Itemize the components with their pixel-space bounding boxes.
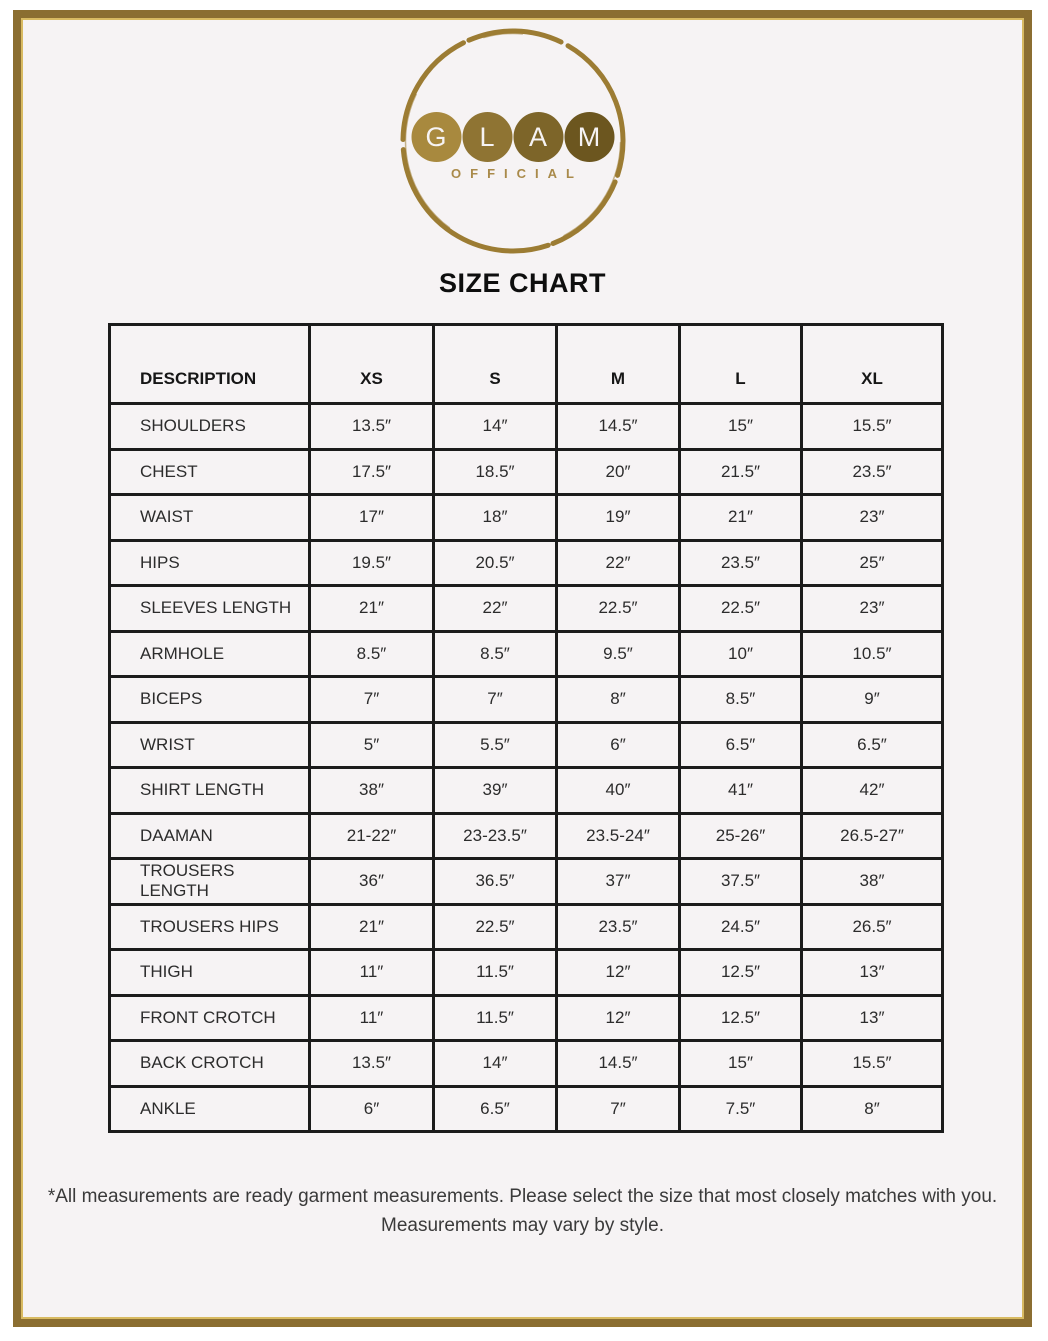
footnote bbox=[21, 1183, 1024, 1240]
size-value: 23.5″ bbox=[802, 449, 943, 495]
size-value: 37″ bbox=[557, 859, 680, 905]
size-value: 20″ bbox=[557, 449, 680, 495]
table-row bbox=[110, 631, 943, 677]
footnote-line-1: *All measurements are ready garment measurements. Please select the size that most closely matches with you. bbox=[47, 1186, 998, 1207]
size-value: 5.5″ bbox=[434, 722, 557, 768]
table-row bbox=[110, 904, 943, 950]
column-header-description: DESCRIPTION bbox=[110, 325, 310, 404]
size-value: 26.5″ bbox=[802, 904, 943, 950]
size-value: 21-22″ bbox=[310, 813, 434, 859]
brand-subtitle: OFFICIAL bbox=[451, 166, 583, 181]
row-label: SLEEVES LENGTH bbox=[110, 586, 310, 632]
size-value: 6.5″ bbox=[680, 722, 802, 768]
size-table bbox=[108, 323, 944, 1133]
size-value: 15″ bbox=[680, 404, 802, 450]
size-value: 12″ bbox=[557, 950, 680, 996]
glam-letter-circles bbox=[411, 112, 614, 162]
size-value: 36.5″ bbox=[434, 859, 557, 905]
table-row bbox=[110, 722, 943, 768]
size-value: 19″ bbox=[557, 495, 680, 541]
column-header-xl: XL bbox=[802, 325, 943, 404]
size-value: 17″ bbox=[310, 495, 434, 541]
table-row bbox=[110, 995, 943, 1041]
row-label: BICEPS bbox=[110, 677, 310, 723]
column-header-l: L bbox=[680, 325, 802, 404]
footnote-line-2: Measurements may vary by style. bbox=[381, 1214, 664, 1236]
row-label: SHOULDERS bbox=[110, 404, 310, 450]
size-value: 13″ bbox=[802, 995, 943, 1041]
glam-letter-circle-m bbox=[564, 112, 614, 162]
size-value: 25″ bbox=[802, 540, 943, 586]
table-row bbox=[110, 540, 943, 586]
size-value: 19.5″ bbox=[310, 540, 434, 586]
size-value: 40″ bbox=[557, 768, 680, 814]
size-value: 9″ bbox=[802, 677, 943, 723]
size-value: 22″ bbox=[434, 586, 557, 632]
size-value: 11″ bbox=[310, 950, 434, 996]
size-value: 22.5″ bbox=[680, 586, 802, 632]
row-label: THIGH bbox=[110, 950, 310, 996]
size-value: 8.5″ bbox=[434, 631, 557, 677]
size-value: 8.5″ bbox=[310, 631, 434, 677]
size-value: 23″ bbox=[802, 495, 943, 541]
glam-letter-circle-g bbox=[411, 112, 461, 162]
size-value: 8″ bbox=[557, 677, 680, 723]
size-value: 13.5″ bbox=[310, 404, 434, 450]
size-value: 6″ bbox=[557, 722, 680, 768]
row-label: DAAMAN bbox=[110, 813, 310, 859]
size-value: 14″ bbox=[434, 404, 557, 450]
size-value: 38″ bbox=[802, 859, 943, 905]
size-value: 7″ bbox=[310, 677, 434, 723]
size-value: 14″ bbox=[434, 1041, 557, 1087]
table-row bbox=[110, 813, 943, 859]
size-value: 23.5″ bbox=[557, 904, 680, 950]
size-value: 23″ bbox=[802, 586, 943, 632]
size-value: 23.5-24″ bbox=[557, 813, 680, 859]
size-value: 41″ bbox=[680, 768, 802, 814]
size-value: 10.5″ bbox=[802, 631, 943, 677]
size-value: 10″ bbox=[680, 631, 802, 677]
size-value: 11.5″ bbox=[434, 950, 557, 996]
table-row bbox=[110, 677, 943, 723]
size-value: 6″ bbox=[310, 1086, 434, 1132]
size-value: 20.5″ bbox=[434, 540, 557, 586]
page-frame bbox=[13, 10, 1032, 1327]
row-label: ARMHOLE bbox=[110, 631, 310, 677]
glam-letter-l: L bbox=[479, 121, 495, 152]
size-value: 38″ bbox=[310, 768, 434, 814]
table-row bbox=[110, 859, 943, 905]
table-row bbox=[110, 404, 943, 450]
size-value: 18″ bbox=[434, 495, 557, 541]
column-header-s: S bbox=[434, 325, 557, 404]
table-row bbox=[110, 950, 943, 996]
table-header-row bbox=[110, 325, 943, 404]
size-value: 6.5″ bbox=[802, 722, 943, 768]
row-label: WRIST bbox=[110, 722, 310, 768]
brand-logo bbox=[399, 27, 627, 255]
size-value: 7″ bbox=[557, 1086, 680, 1132]
table-row bbox=[110, 449, 943, 495]
size-value: 21″ bbox=[680, 495, 802, 541]
row-label: SHIRT LENGTH bbox=[110, 768, 310, 814]
size-value: 25-26″ bbox=[680, 813, 802, 859]
size-value: 12.5″ bbox=[680, 995, 802, 1041]
page-title: SIZE CHART bbox=[439, 268, 606, 298]
size-value: 37.5″ bbox=[680, 859, 802, 905]
row-label: BACK CROTCH bbox=[110, 1041, 310, 1087]
size-value: 39″ bbox=[434, 768, 557, 814]
table-row bbox=[110, 586, 943, 632]
table-row bbox=[110, 495, 943, 541]
size-value: 22.5″ bbox=[557, 586, 680, 632]
row-label: CHEST bbox=[110, 449, 310, 495]
column-header-m: M bbox=[557, 325, 680, 404]
row-label: HIPS bbox=[110, 540, 310, 586]
size-value: 7.5″ bbox=[680, 1086, 802, 1132]
glam-letter-m: M bbox=[577, 121, 601, 152]
size-value: 24.5″ bbox=[680, 904, 802, 950]
table-row bbox=[110, 768, 943, 814]
size-value: 18.5″ bbox=[434, 449, 557, 495]
size-value: 13.5″ bbox=[310, 1041, 434, 1087]
size-value: 11.5″ bbox=[434, 995, 557, 1041]
glam-letter-a: A bbox=[528, 121, 547, 152]
size-value: 23.5″ bbox=[680, 540, 802, 586]
size-value: 13″ bbox=[802, 950, 943, 996]
size-value: 15.5″ bbox=[802, 404, 943, 450]
size-value: 8″ bbox=[802, 1086, 943, 1132]
size-value: 26.5-27″ bbox=[802, 813, 943, 859]
size-value: 14.5″ bbox=[557, 1041, 680, 1087]
row-label: TROUSERS LENGTH bbox=[110, 859, 310, 905]
size-value: 22″ bbox=[557, 540, 680, 586]
size-value: 6.5″ bbox=[434, 1086, 557, 1132]
size-value: 23-23.5″ bbox=[434, 813, 557, 859]
size-value: 17.5″ bbox=[310, 449, 434, 495]
row-label: ANKLE bbox=[110, 1086, 310, 1132]
size-value: 12.5″ bbox=[680, 950, 802, 996]
table-row bbox=[110, 1041, 943, 1087]
size-value: 21.5″ bbox=[680, 449, 802, 495]
column-header-xs: XS bbox=[310, 325, 434, 404]
size-value: 8.5″ bbox=[680, 677, 802, 723]
size-value: 5″ bbox=[310, 722, 434, 768]
size-value: 9.5″ bbox=[557, 631, 680, 677]
size-value: 12″ bbox=[557, 995, 680, 1041]
size-value: 15″ bbox=[680, 1041, 802, 1087]
glam-letter-circle-a bbox=[513, 112, 563, 162]
row-label: WAIST bbox=[110, 495, 310, 541]
glam-letter-g: G bbox=[425, 121, 447, 152]
glam-letter-circle-l bbox=[462, 112, 512, 162]
size-value: 7″ bbox=[434, 677, 557, 723]
row-label: FRONT CROTCH bbox=[110, 995, 310, 1041]
size-value: 11″ bbox=[310, 995, 434, 1041]
size-value: 22.5″ bbox=[434, 904, 557, 950]
size-value: 15.5″ bbox=[802, 1041, 943, 1087]
size-value: 21″ bbox=[310, 904, 434, 950]
size-value: 42″ bbox=[802, 768, 943, 814]
size-value: 21″ bbox=[310, 586, 434, 632]
size-value: 36″ bbox=[310, 859, 434, 905]
row-label: TROUSERS HIPS bbox=[110, 904, 310, 950]
table-row bbox=[110, 1086, 943, 1132]
size-table-body bbox=[110, 404, 943, 1132]
size-value: 14.5″ bbox=[557, 404, 680, 450]
